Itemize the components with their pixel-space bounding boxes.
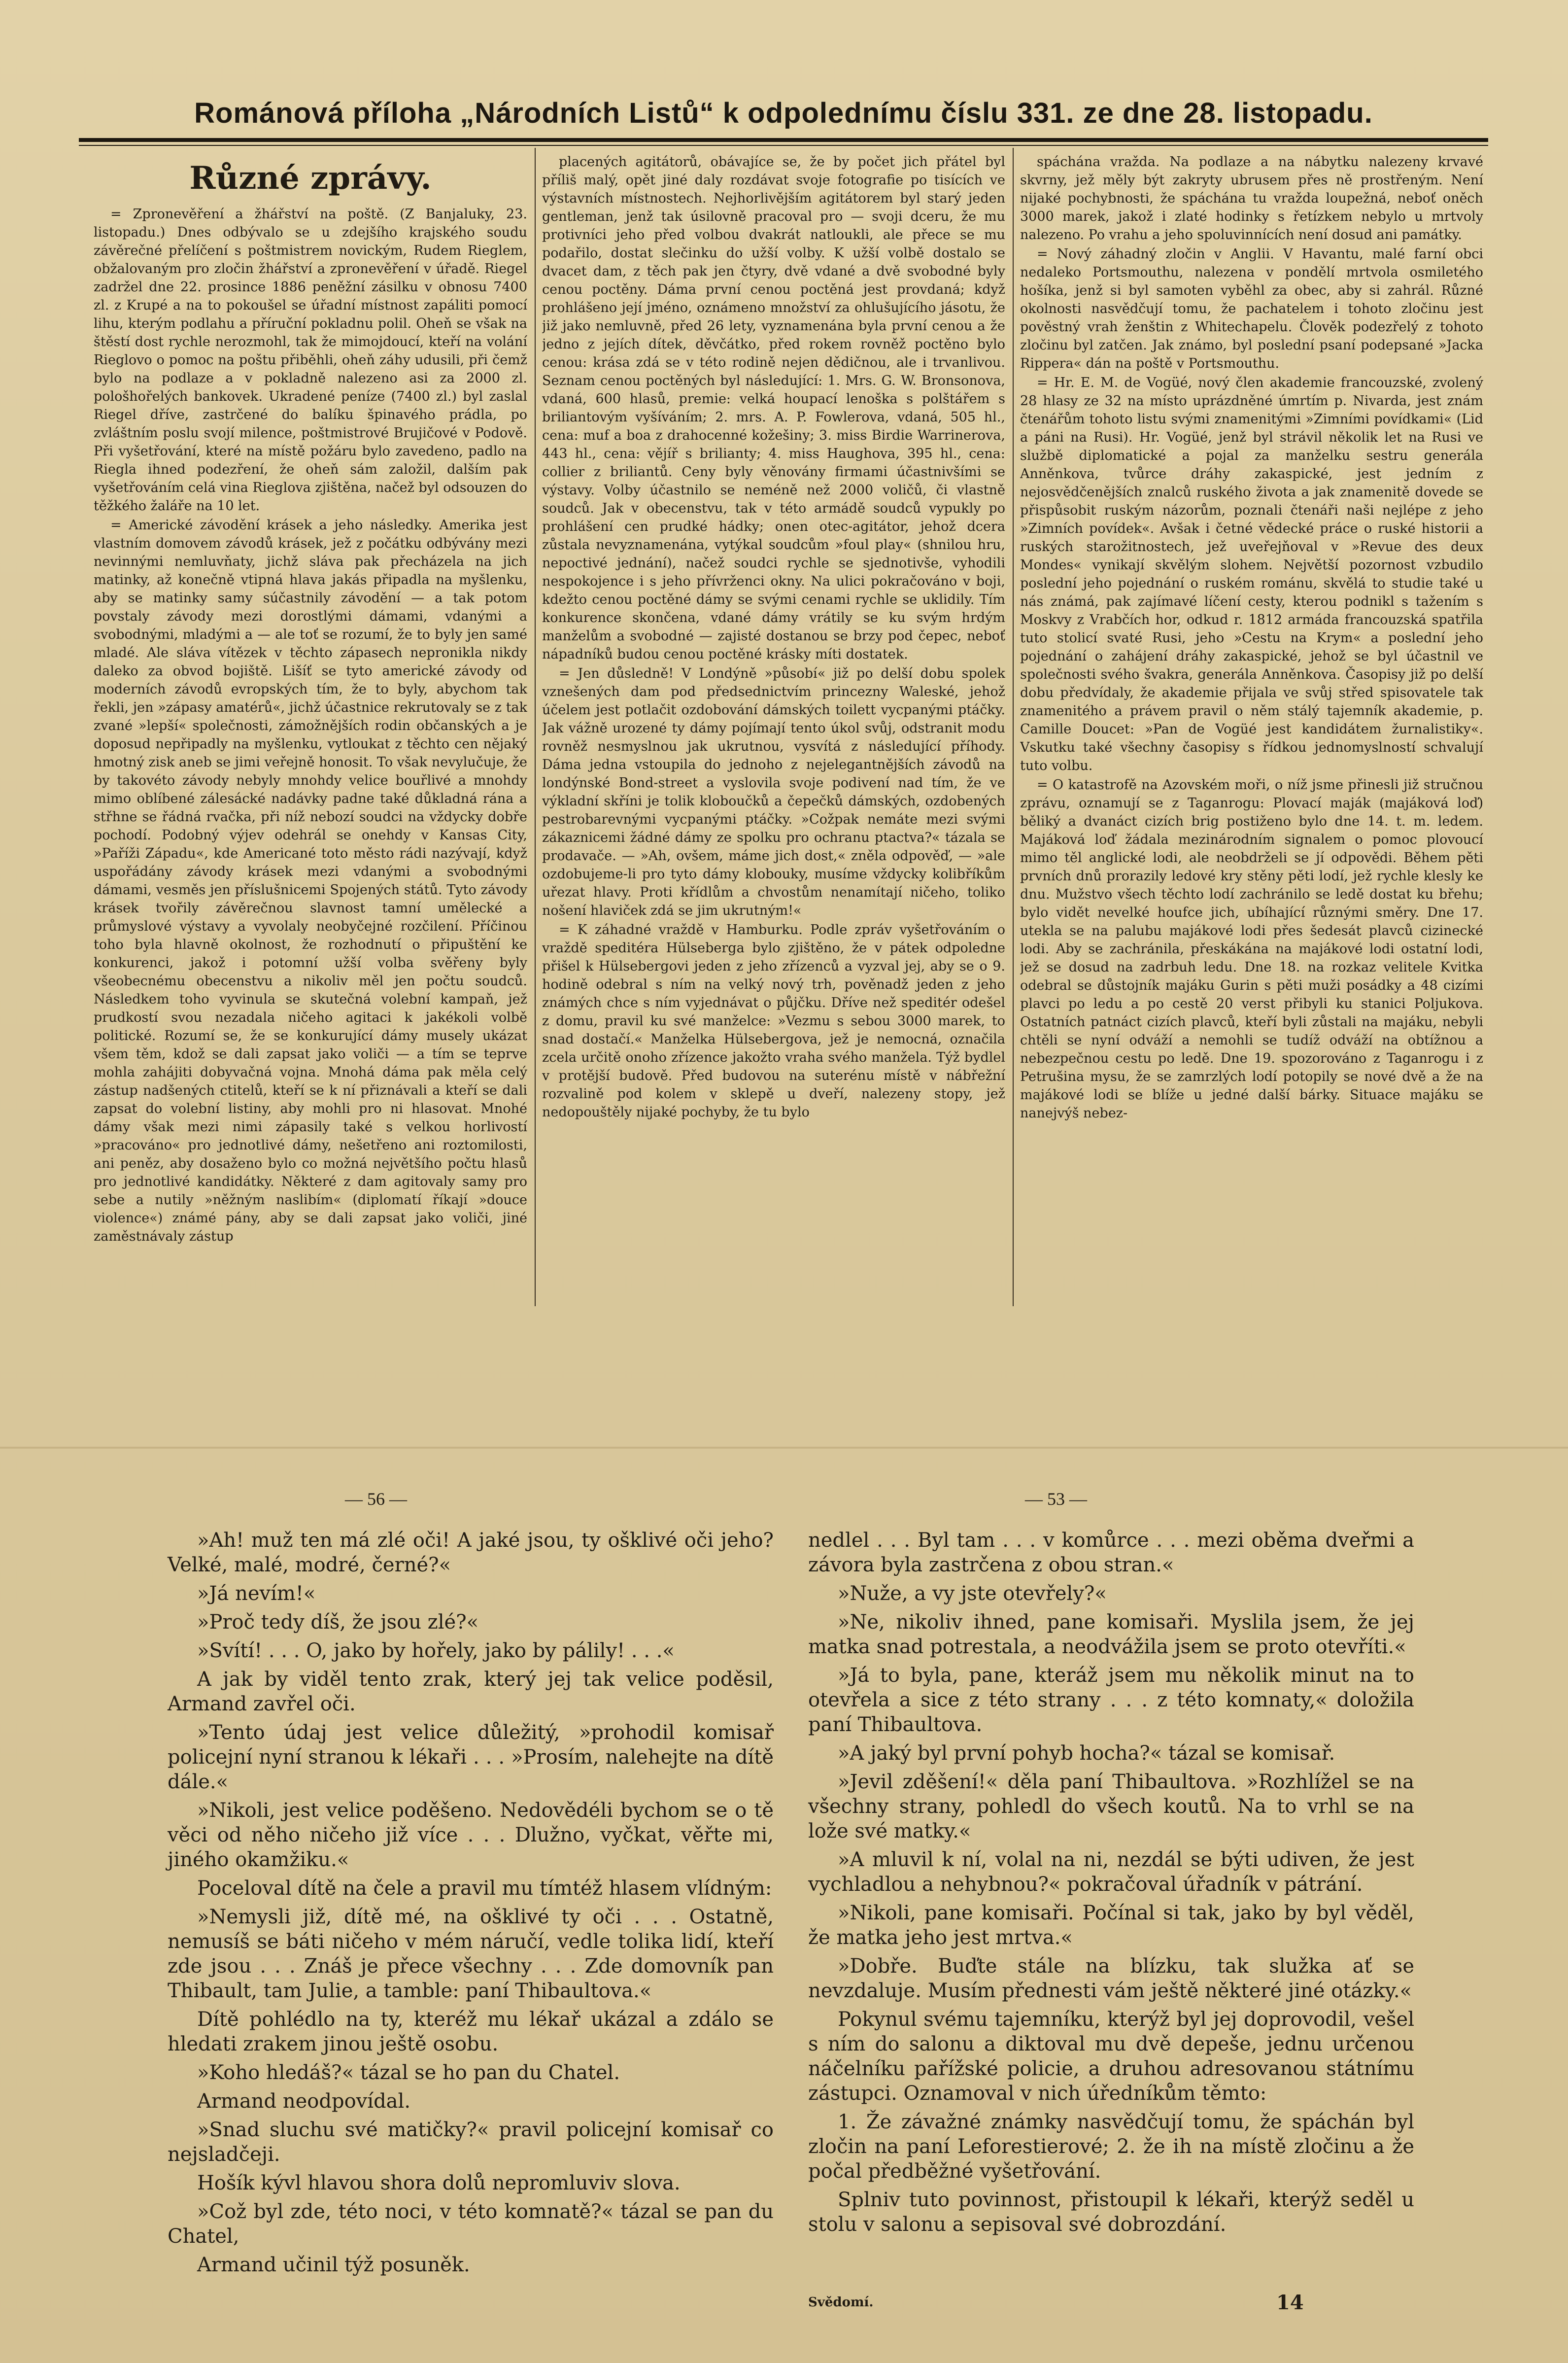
story-paragraph: »Koho hledáš?« tázal se ho pan du Chatel. [197,2061,620,2084]
column-3 [1020,153,1483,1306]
news-item: = Zpronevěření a žhářství na poště. (Z Banjaluky, 23. listopadu.) Dnes odbývalo se u zdejšího krajského soudu závěrečné přelíčení s poštmistrem novickým, Rudem Rieglem, obžalovaným pro zločin žhářství a zpronevěření v úřadě. Riegel zadržel dne 22. prosince 1886 peněžní zásilku v obnosu 7400 zl. z Krupé a na to pokoušel se úřadní místnost zapáliti pomocí lihu, kterým podlahu a příruční pokladnu polil. Oheň se však na štěstí dost rychle nerozmohl, tak že mimojdoucí, kteří na volání Rieglovo o pomoc na poštu přiběhli, oheň záhy udusili, při čemž bylo na podlaze a v pokladně nalezeno asi za 2000 zl. pološhořelých bankovek. Ukradené peníze (7400 zl.) byl zaslal Riegel dříve, zastrčené do balíku špinavého prádla, po zvláštním poslu svojí milence, poštmistrové Brujičové v Podově. Při vyšetřování, které na místě požáru bylo zavedeno, padlo na Riegla ihned podezření, že oheň sám založil, dalším pak vyšetřováním celá vina Rieglova zjištěna, načež byl odsouzen do těžkého žaláře na 10 let. [94,207,527,514]
column-divider [535,148,536,1306]
masthead-rule [79,138,1488,142]
story-paragraph: »Dobře. Buďte stále na blízku, tak služka ať se nevzdaluje. Musím přednesti vám ještě některé jiné otázky.« [808,1955,1414,2002]
story-paragraph: »Jevil zděšení!« děla paní Thibaultova. »Rozhlížel se na všechny strany, pohledl do všech koutů. Na to vrhl se na lože své matky.« [808,1771,1414,1842]
sheet-number: 14 [1276,2291,1304,2314]
novel-page-left [168,1528,774,2281]
story-paragraph: »Nikoli, jest velice poděšeno. Nedovědéli bychom se o tě věci od něho ničeho již více . . . Dlužno, vyčkat, věřte mi, jiného okamžiku.« [168,1799,774,1871]
story-paragraph: »Což byl zde, této noci, v této komnatě?« tázal se pan du Chatel, [168,2200,774,2248]
story-paragraph: 1. Že závažné známky nasvědčují tomu, že spáchán byl zločin na paní Leforestierové; 2. že ih na místě zločinu a že počal předběžné vyšetřování. [808,2111,1414,2183]
story-paragraph: »Svítí! . . . O, jako by hořely, jako by pálily! . . .« [197,1639,675,1662]
masthead: Románová příloha „Národních Listů“ k odpolednímu číslu 331. ze dne 28. listopadu. [194,97,1373,129]
story-paragraph: A jak by viděl tento zrak, který jej tak velice poděsil, Armand zavřel oči. [168,1668,774,1715]
story-paragraph: »Já to byla, pane, kteráž jsem mu několik minut na to otevřela a sice z této strany . . . z této komnaty,« doložila paní Thibaultova. [808,1664,1414,1736]
story-paragraph: Dítě pohlédlo na ty, kteréž mu lékař ukázal a zdálo se hledati zrakem jinou ještě osobu. [168,2008,774,2055]
signature-mark: Svědomí. [808,2295,874,2310]
page-number-left: — 56 — [345,1489,407,1509]
story-paragraph: Armand učinil týž posuněk. [197,2254,470,2276]
story-paragraph: »Nikoli, pane komisaři. Počínal si tak, jako by byl věděl, že matka jeho jest mrtva.« [808,1902,1414,1949]
news-item: = O katastrofě na Azovském moři, o níž jsme přinesli již stručnou zprávu, oznamují se z Taganrogu: Plovací maják (majáková loď) běliký a dvanáct cizích brig postiženo bylo dne 14. t. m. ledem. Majáková loď žádala mezinárodním signalem o pomoc plovoucí mimo těl anglické lodi, ale neobdrželi se jí odpovědi. Během pěti prvních dnů prorazily ledové kry stěny pěti lodí, jež rychle klesly ke dnu. Mužstvo všech těchto lodí zachránilo se ledě dostat ku břehu; bylo vidět nevelké houfce jich, ubíhající různými směry. Dne 17. utekla se na palubu majákové lodi přes šedesát plavců cizinecké lodi. Aby se zachránila, přeskákána na majákové lodi ostatní lodi, jež se dosud na zadrbuh ledu. Dne 18. na rozkaz velitele Kvitka odebral se důstojník majáku Gurin s pěti muži posádky a 48 cizími plavci po ledu a po cestě 20 verst přibyli ku stanici Poljukova. Ostatních patnáct cizích plavců, kteří byli zůstali na majáku, nebyli chtěli se nyní odváží a nemohli se tudíž odváží na obtížnou a nebezpečnou cestu po ledě. Dne 19. spozorováno z Taganrogu i z Petrušina mysu, že se zamrzlých lodí potopily se nové dvě a že na majákové lodi se blíže u jedné další bárky. Situace majáku se nanejvýš nebez- [1020,777,1483,1121]
story-paragraph: »Nuže, a vy jste otevřely?« [838,1582,1107,1605]
column-1 [94,153,527,1306]
story-paragraph: »Nemysli již, dítě mé, na ošklivé ty oči . . . Ostatně, nemusíš se báti ničeho v mém náručí, vedle tolika lidí, kteří zde jsou . . . Znáš je přece všechny . . . Zde domovník pan Thibault, tam Julie, a tamble: paní Thibaultova.« [168,1906,774,2002]
column-divider [1013,148,1014,1306]
news-item: = Americké závodění krásek a jeho následky. Amerika jest vlastním domovem závodů krásek, jež z počátku odbývány mezi nevinnými nemluvňaty, jichž sláva pak přecházela na jich matinky, až konečně vtipná hlava jakás připadla na myšlenku, aby se matinky samy súčastnily závodění — a tak potom povstaly závody mezi dorostlými dámami, vdanými a svobodnými, mladými a — ale toť se rozumí, že to byly jen samé mladé. Ale sláva vítězek v těchto zápasech nepronikla nikdy daleko za obvod bojiště. Lišíť se tyto americké závody od moderních závodů evropských tím, že to byly, abychom tak řekli, jen »zápasy amatérů«, jichž účastnice rekrutovaly se z tak zvané »lepší« společnosti, zámožnějších rodin občanských a je doposud nepřipadly na myšlenku, vytloukat z těchto cen nějaký hmotný zisk aneb se jimi veřejně honosit. To však nevylučuje, že by takovéto závody nebyly mnohdy velice bouřlivé a mnohdy mimo oblíbené zálesácké nadávky padne také důkladná rána a střhne se řádná rvačka, při níž nebozí soudci na vždycky dobře pochodí. Podobný výjev odehrál se onehdy v Kansas City, »Paříži Západu«, kde Americané toto město rádi nazývají, když uspořádány závody krásek mezi vdanými a svobodnými dámami, vesměs jen příslušnicemi Spojených států. Tyto závody krásek tvořily závěrečnou slavnost tamní umělecké a průmyslové výstavy a vyvolaly neobyčejné rozčilení. Příčinou toho byla hlavně okolnost, že rozhodnutí o připuštění ke konkurenci, jakož i potomní užší volba svěřeny byly všeobecnému obecenstvu a nikoliv měl jen počtu soudců. Následkem toho vyvinula se skutečná volební kampaň, jež prudkostí svou nezadala ničeho agitaci k jakékoli volbě politické. Rozumí se, že se konkurující dámy musely ukázat všem těm, kdož se dali zapsat jako voliči — a tím se teprve mohla zahájiti dobyvačná vojna. Mnohá dáma pak měla celý zástup nadšených ctitelů, kteří se k ní přiznávali a kteří se dali zapsat do volební listiny, aby mohli pro ni hlasovat. Mnohé dámy však mezi nimi zápasily také s velkou horlivostí »pracováno« pro jednotlivé dámy, nešetřeno ani roztomilosti, ani peněz, aby dosaženo bylo co možná největšího počtu hlasů pro jednotlivé kandidátky. Některé z dam agitovaly samy pro sebe a nutily »něžným naslibím« (diplomatí říkají »douce violence«) známé pány, aby se dali zapsat jako voliči, jiné zaměstnávaly zástup [94,518,527,1244]
news-item: placených agitátorů, obávajíce se, že by počet jich přátel byl příliš malý, opět jiné daly rozdávat svoje fotografie po tisících ve výstavních místnostech. Nejhorlivějším agitátorem byl starý jeden gentleman, jenž tak úsilovně pracoval pro — svoji dceru, že mu protivníci jeho před volbou dvakrát natloukli, ale přece se mu podařilo, dostat slečinku do užší volby. K užší volbě dostalo se dvacet dam, z těch pak jen čtyry, dvě vdané a dvě svobodné byly cenou poctěny. Dáma první cenou poctěná jest provdaná; když prohlášeno její jméno, oznámeno množství za ohlušujícího jásotu, že již jako nemluvně, před 26 lety, vyznamenána byla první cenou a že jedno z jejích dítek, děvčátko, před rokem rovněž poctěno bylo cenou: krása zdá se v této rodině nejen dědičnou, ale i trvanlivou. Seznam cenou poctěných byl následující: 1. Mrs. G. W. Bronsonova, vdaná, 600 hlasů, premie: velká houpací lenoška s polštářem s briliantovým vyšíváním; 2. mrs. A. P. Fowlerova, vdaná, 505 hl., cena: muf a boa z drahocenné kožešiny; 3. miss Birdie Warrinerova, 443 hl., cena: vějíř s brilianty; 4. miss Haughova, 395 hl., cena: collier z briliantů. Ceny byly věnovány firmami účastnivšími se výstavy. Volby účastnilo se neméně než 2000 voličů, či vlastně soudců. Jak v obecenstvu, tak v této armádě soudců vypukly po prohlášení cen prudké hádky; onen otec-agitátor, jehož dcera zůstala nevyznamenána, vytýkal soudcům »foul play« (shnilou hru, nepoctivé jednání), načež soudci rychle se sjednotivše, vyhodili nespokojence i s jeho přívrženci okny. Na ulici pokračováno v boji, kdežto cenou poctěné dámy se svými cenami rychle se uklidily. Tím konkurence skončena, vdané dámy vrátily se ku svým hrdým manželům a svobodné — zajisté dostanou se brzy pod čepec, neboť nápadníků budou cenou poctěné krásky míti dostatek. [542,154,1005,662]
news-item: = Jen důsledně! V Londýně »působí« již po delší dobu spolek vznešených dam pod předsednictvím princezny Waleské, jehož účelem jest potlačit ozdobování dámských toilett vycpanými ptáčky. Jak vážně urozené ty dámy pojímají tento úkol svůj, odstranit modu rovněž nesmyslnou jak ukrutnou, vysvítá z následující příhody. Dáma jedna vstoupila do jednoho z nejelegantnějších závodů na londýnské Bond-street a vyslovila svoje podivení nad tím, že ve výkladní skříni je tolik kloboučků a čepečků dámských, ozdobených pestrobarevnými vycpanými ptáčky. »Cožpak nemáte mezi svými zákaznicemi žádné dámy ze spolku pro ochranu ptactva?« tázala se prodavače. — »Ah, ovšem, máme jich dost,« zněla odpověď, — »ale ozdobujeme-li pro tyto dámy klobouky, musíme vždycky kolibříkům uřezat hlavy. Proti křídlům a chvostům nenamítají ničeho, toliko nošení hlaviček zdá se jim ukrutným!« [542,666,1005,918]
story-paragraph: Hošík kývl hlavou shora dolů nepromluviv slova. [197,2172,681,2194]
story-paragraph: »Ah! muž ten má zlé oči! A jaké jsou, ty ošklivé oči jeho? Velké, malé, modré, černé?« [168,1529,774,1576]
fold-line [0,1447,1568,1449]
column-2 [542,153,1005,1306]
news-item: = K záhadné vraždě v Hamburku. Podle zpráv vyšetřováním o vraždě speditéra Hülsebergа bylo zjištěno, že v pátek odpoledne přišel k Hülsebergovi jeden z jeho zřízenců a vyzval jej, aby se o 9. hodině odebral s ním na velký nový trh, pověnadž jeden z jeho známých chce s ním vyjednávat o půjčku. Dříve než speditér odešel z domu, pravil ku své manželce: »Vezmu s sebou 3000 marek, to snad dostačí.« Manželka Hülsebergova, jež je nemocná, označila zcela určitě onoho zřízence jakožto vraha svého manžela. Týž bydlel v protější budově. Před budovou na suterénu místě v nábřežní rozvalině pod kolem v sklepě u dveří, nalezeny stopy, jež nedopouštěly nijaké pochyby, že tu bylo [542,922,1005,1120]
story-paragraph: Pokynul svému tajemníku, kterýž byl jej doprovodil, vešel s ním do salonu a diktoval mu dvě depeše, jednu určenou náčelníku pařížské policie, a druhou adresovanou státnímu zástupci. Oznamoval v nich úředníkům těmto: [808,2008,1414,2105]
story-paragraph: »Já nevím!« [197,1582,316,1605]
story-paragraph: Splniv tuto povinnost, přistoupil k lékaři, kterýž seděl u stolu v salonu a sepisoval své dobrozdání. [808,2189,1414,2236]
story-paragraph: Poceloval dítě na čele a pravil mu tímtéž hlasem vlídným: [197,1877,772,1900]
story-paragraph: »Ne, nikoliv ihned, pane komisaři. Myslila jsem, že jej matka snad potrestala, a neodvážila jsem se proto otevříti.« [808,1611,1414,1658]
novel-page-right [808,1528,1414,2241]
story-paragraph: »A jaký byl první pohyb hocha?« tázal se komisař. [838,1742,1335,1765]
story-paragraph: Armand neodpovídal. [197,2090,411,2113]
page-number-right: — 53 — [1025,1489,1087,1509]
story-paragraph: »Snad sluchu své matičky?« pravil policejní komisař co nejsladčeji. [168,2119,774,2166]
section-title: Různé zprávy. [189,160,432,197]
news-item: spáchána vražda. Na podlaze a na nábytku nalezeny krvavé skvrny, jež měly být zakryty ubrusem přes ně prostřeným. Není nijaké pochybnosti, že spáchána tu vražda loupežná, neboť oněch 3000 marek, jakož i zlaté hodinky s řetízkem nebylo u mrtvoly nalezeno. Po vrahu a jeho spoluvinnících není dosud ani památky. [1020,154,1483,243]
story-paragraph: nedlel . . . Byl tam . . . v komůrce . . . mezi oběma dveřmi a závora byla zastrčena z obou stran.« [808,1529,1414,1576]
story-paragraph: »Tento údaj jest velice důležitý, »prohodil komisař policejní nyní stranou k lékaři . . . »Prosím, nalehejte na dítě dále.« [168,1721,774,1793]
story-paragraph: »A mluvil k ní, volal na ni, nezdál se býti udiven, že jest vychladlou a nehybnou?« pokračoval úřadník v pátrání. [808,1848,1414,1896]
news-item: = Nový záhadný zločin v Anglii. V Havantu, malé farní obci nedaleko Portsmouthu, nalezena v pondělí mrtvola osmiletého hošíka, jenž si byl samoten vyběhl za obec, aby si zahrál. Různé okolnosti nasvědčují tomu, že pachatelem i tohoto zločinu jest pověstný vrah ženštin z Whitechapelu. Člověk podezřelý z tohoto zločinu byl zatčen. Jak známo, byl poslední psaní podepsané »Jacka Rippera« dán na poště v Portsmouthu. [1020,246,1483,371]
story-paragraph: »Proč tedy díš, že jsou zlé?« [197,1611,479,1633]
masthead-rule-thin [79,145,1488,146]
news-item: = Hr. E. M. de Vogüé, nový člen akademie francouzské, zvolený 28 hlasy ze 32 na místo uprázdněné úmrtím p. Nivarda, jest znám čtenářům tohoto listu svými znamenitými »Zimními povídkami« (Lid a páni na Rusi). Hr. Vogüé, jenž byl strávil několik let na Rusi ve službě diplomatické a pojal za manželku sestru generála Anněnkova, tvůrce dráhy zakaspické, jest jedním z nejosvědčenějších znalců ruského života a jak znamenitě dovede se přispůsobit ruským názorům, poznali čtenáři naši nejlépe z jeho »Zimních povídek«. Avšak i četné vědecké práce o ruské historii a ruských starožitnostech, jež uveřejňoval v »Revue des deux Mondes« vynikají skvělým slohem. Největší pozornost vzbudilo poslední jeho pojednání o ruském románu, skvělá to studie také u nás známá, pak zajímavé líčení cesty, kterou podnikl s tažením s Moskvy z Vrabčích hor, odkud r. 1812 armáda francouzská spatřila tuto stolicí svaté Rusi, jeho »Cestu na Krym« a poslední jeho pojednání o zahájení dráhy zakaspické, jehož se byl účastnil ve společnosti svého švakra, generála Anněnkova. Časopisy již po delší dobu předvídaly, že akademie přijala ve svůj střed spisovatele tak znamenitého a právem pravil o něm stálý tajemník akademie, p. Camille Doucet: »Pan de Vogüé jest kandidátem žurnalistiky«. Vskutku také všechny časopisy s řídkou jednomyslností schvalují tuto volbu. [1020,375,1483,773]
